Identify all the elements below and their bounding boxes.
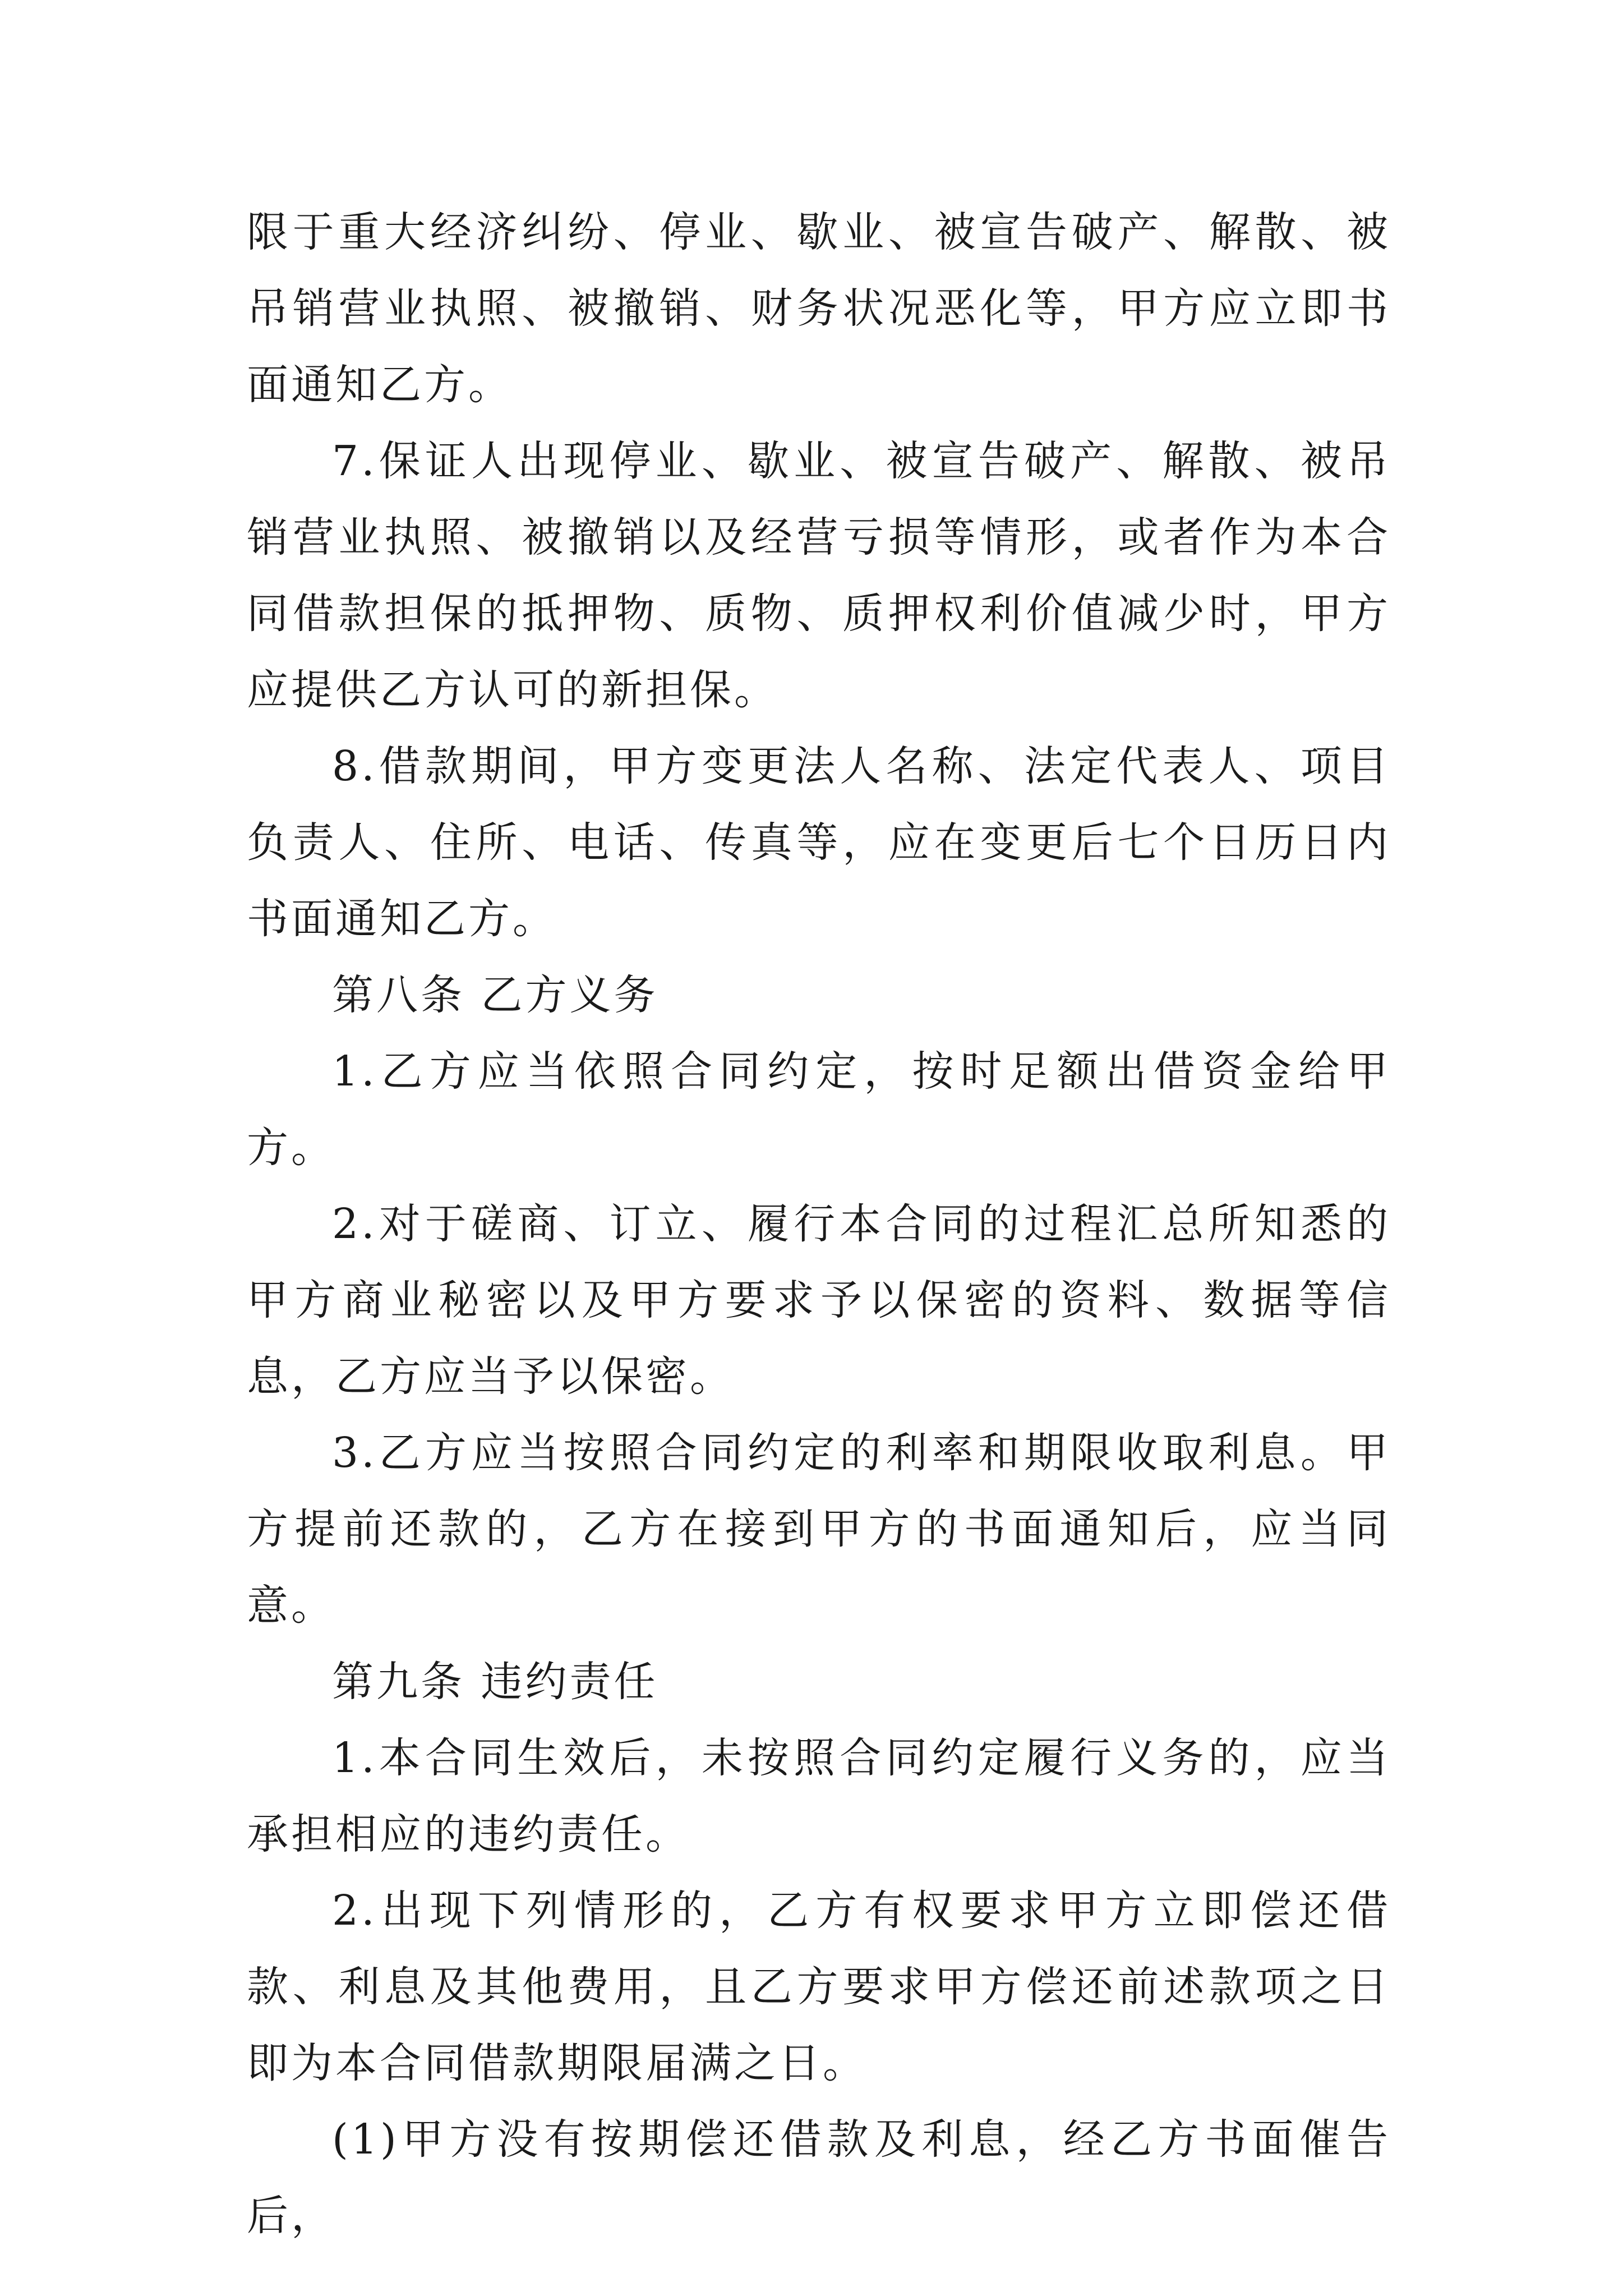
document-body — [247, 194, 1391, 2254]
paragraph-item-7: 7.保证人出现停业、歇业、被宣告破产、解散、被吊销营业执照、被撤销以及经营亏损等情形，或者作为本合同借款担保的抵押物、质物、质押权利价值减少时，甲方应提供乙方认可的新担保。 — [247, 437, 1391, 714]
section-heading-article-8: 第八条 乙方义务 — [332, 971, 658, 1019]
section-heading-article-9: 第九条 违约责任 — [332, 1658, 658, 1706]
paragraph-continuation: 限于重大经济纠纷、停业、歇业、被宣告破产、解散、被吊销营业执照、被撤销、财务状况恶化等，甲方应立即书面通知乙方。 — [247, 208, 1391, 409]
paragraph-article-9-item-1: 1.本合同生效后，未按照合同约定履行义务的，应当承担相应的违约责任。 — [247, 1734, 1391, 1858]
paragraph-article-8-item-3: 3.乙方应当按照合同约定的利率和期限收取利息。甲方提前还款的，乙方在接到甲方的书面通知后，应当同意。 — [247, 1429, 1391, 1630]
paragraph-article-8-item-2: 2.对于磋商、订立、履行本合同的过程汇总所知悉的甲方商业秘密以及甲方要求予以保密的资料、数据等信息，乙方应当予以保密。 — [247, 1200, 1391, 1401]
paragraph-article-8-item-1: 1.乙方应当依照合同约定，按时足额出借资金给甲方。 — [247, 1047, 1391, 1172]
paragraph-article-9-subitem-1: (1)甲方没有按期偿还借款及利息，经乙方书面催告后， — [247, 2115, 1391, 2240]
paragraph-article-9-item-2: 2.出现下列情形的，乙方有权要求甲方立即偿还借款、利息及其他费用，且乙方要求甲方偿还前述款项之日即为本合同借款期限届满之日。 — [247, 1887, 1391, 2087]
paragraph-item-8: 8.借款期间，甲方变更法人名称、法定代表人、项目负责人、住所、电话、传真等，应在变更后七个日历日内书面通知乙方。 — [247, 742, 1391, 943]
